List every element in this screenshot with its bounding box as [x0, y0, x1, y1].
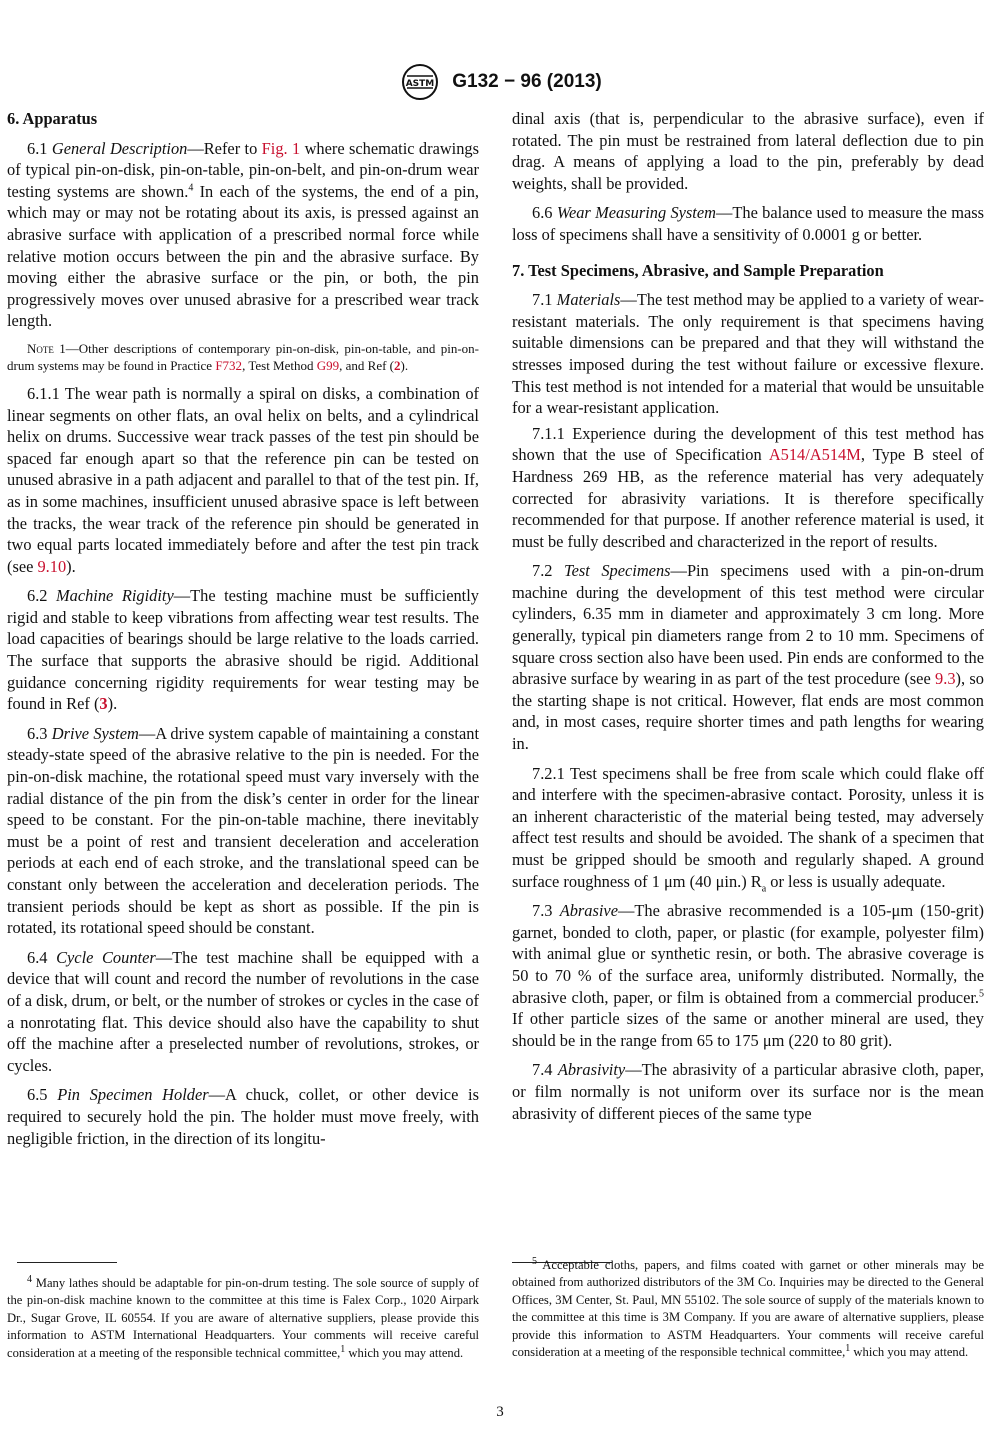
section-9-10-link[interactable]: 9.10: [37, 556, 67, 576]
note-1: Note 1—Other descriptions of contemporary pin-on-disk, pin-on-table, and pin-on-drum systems may be found in Practice F732, Test Method G99, and Ref (2).: [7, 340, 479, 374]
paragraph-7-4: 7.4 Abrasivity—The abrasivity of a particular abrasive cloth, paper, or film normally is not uniform over its surface nor is the mean abrasivity of different pieces of the same type: [512, 1060, 984, 1123]
footnote-4: $^4$ Many lathes should be adaptable for pin-on-drum testing. The sole source of supply of the pin-on-disk machine known to the committee at this time is Falex Corp., 1020 Airpark Dr., Sugar Grove, IL 60554. If you are aware of alternative suppliers, please provide this information to ASTM International Headquarters. Your comments will receive careful consideration at a meeting of the responsible technical committee,$^1$ which you may attend.: [7, 1273, 479, 1360]
paragraph-6-3: 6.3 Drive System—A drive system capable of maintaining a constant steady-state speed of the abrasive relative to the pin is needed. For the pin-on-disk machine, the rotational speed must vary inversely with the radial distance of the pin from the disk’s center in order for the linear speed to be constant. For the pin-on-table machine, there inevitably must be a point of rest and transient deceleration and acceleration periods at each end of each stroke, and the translational speed can be constant only between the acceleration and deceleration periods. The transient periods should be kept as short as possible. If the pin is rotated, its rotational speed should be constant.: [7, 723, 480, 938]
section-9-3-link[interactable]: 9.3: [935, 669, 956, 689]
section-7-heading: 7. Test Specimens, Abrasive, and Sample Preparation: [512, 260, 884, 280]
a514-link[interactable]: A514/A514M: [768, 445, 861, 465]
paragraph-6-2: 6.2 Machine Rigidity—The testing machine must be sufficiently rigid and stable to keep vibrations from affecting wear test results. The load capacities of bearings should be large relative to the loads carried. The surface that supports the abrasive should be rigid. Additional guidance concerning rigidity requirements for wear testing may be found in Ref (3).: [7, 586, 479, 714]
document-designation: G132 − 96 (2013): [452, 71, 602, 92]
paragraph-6-1: 6.1 General Description—Refer to Fig. 1 where schematic drawings of typical pin-on-disk, pin-on-table, pin-on-belt, and pin-on-drum wear testing systems are shown.$^4$ In each of the systems, the end of a pin, which may or may not be rotating about its axis, is pressed against an abrasive surface with application of a prescribed normal force while relative motion occurs between the pin and the abrasive surface. By moving either the abrasive surface or the pin, or both, the pin progressively moves over unused abrasive for a prescribed wear track length.: [7, 138, 479, 331]
page-number: 3: [496, 1404, 504, 1420]
paragraph-7-1-1: 7.1.1 Experience during the development of this test method has shown that the use of Specification A514/A514M, Type B steel of Hardness 269 HB, as the reference material has very adequately corrected for abrasivity variations. It is therefore specifically recommended for that purpose. If another reference material is used, it must be fully described and characterized in the report of results.: [512, 423, 984, 551]
g99-link[interactable]: G99: [316, 358, 340, 374]
footnote-5: $^5$ Acceptable cloths, papers, and films coated with garnet or other minerals may be obtained from authorized distributors of the 3M Co. Inquiries may be directed to the General Offices, 3M Center, St. Paul, MN 55102. The sole source of supply of the materials known to the committee at this time is 3M Company. If you are aware of alternative suppliers, please provide this information to ASTM Headquarters. Your comments will receive careful consideration at a meeting of the responsible technical committee,$^1$ which you may attend.: [512, 1255, 984, 1360]
f732-link[interactable]: F732: [215, 358, 243, 374]
section-6-heading: 6. Apparatus: [7, 109, 98, 128]
fig-1-link[interactable]: Fig. 1: [261, 138, 301, 158]
footnote-divider-left: [17, 1262, 117, 1263]
ref-3-link[interactable]: 3: [99, 694, 108, 714]
paragraph-6-1-1: 6.1.1 The wear path is normally a spiral on disks, a combination of linear segments on other flats, an oval helix on belts, and a cylindrical helix on drums. Successive wear track passes of the test pin should be spaced far enough apart so that the reference pin can be tested on unused abrasive in a path adjacent and parallel to that of the test pin. If, as in some machines, insufficient unused abrasive space is left between the tracks, the wear track of the reference pin should be generated in two equal parts located immediately before and after the test pin track (see 9.10).: [7, 383, 479, 576]
paragraph-7-3: 7.3 Abrasive—The abrasive recommended is a 105-μm (150-grit) garnet, bonded to cloth, paper, or plastic (for example, polyester film) with animal glue or synthetic resin, or both. The abrasive coverage is 50 to 70 % of the surface area, uniformly distributed. Normally, the abrasive cloth, paper, or film is obtained from a commercial producer.$^5$ If other particle sizes of the same or another mineral are used, they should be in the range from 65 to 175 μm (220 to 80 grit).: [512, 901, 984, 1050]
paragraph-6-6: 6.6 Wear Measuring System—The balance used to measure the mass loss of specimens shall have a sensitivity of 0.0001 g or better.: [512, 203, 984, 244]
page-header: [0, 62, 1000, 102]
astm-logo-icon: [398, 62, 442, 102]
paragraph-7-1: 7.1 Materials—The test method may be applied to a variety of wear-resistant materials. The only requirement is that specimens having suitable dimensions can be prepared and that they will withstand the stresses imposed during the test without failure or excessive flexure. This test method is not intended for a material that would be unsuitable for a wear-resistant application.: [512, 290, 984, 418]
paragraph-6-5: 6.5 Pin Specimen Holder—A chuck, collet, or other device is required to securely hold the pin. The holder must move freely, with negligible friction, in the direction of its longitu-: [7, 1085, 479, 1148]
ref-2-link[interactable]: 2: [394, 358, 401, 374]
left-column: [7, 108, 479, 1157]
paragraph-7-2-1: 7.2.1 Test specimens shall be free from scale which could flake off and interfere with the specimen-abrasive contact. Porosity, unless it is an inherent characteristic of the material being tested, may adversely affect test results and should be avoided. The shank of a specimen that must be gripped should be smooth and regularly shaped. A ground surface roughness of 1 μm (40 μin.) $R_a$ or less is usually adequate.: [512, 763, 984, 894]
svg-text:ASTM: ASTM: [405, 79, 435, 89]
right-column: [512, 108, 984, 1132]
paragraph-6-5-continued: dinal axis (that is, perpendicular to the abrasive surface), even if rotated. The pin must be restrained from lateral deflection due to pin drag. A means of applying a load to the pin, preferably by dead weights, shall be provided.: [512, 109, 984, 193]
paragraph-7-2: 7.2 Test Specimens—Pin specimens used with a pin-on-drum machine during the development of this test method were circular cylinders, 6.35 mm in diameter and approximately 3 cm long. More generally, typical pin diameters range from 2 to 10 mm. Specimens of square cross section also have been used. Pin ends are conformed to the abrasive surface by wearing in as part of the test procedure (see 9.3), so the starting shape is not critical. However, flat ends are most common and, in most cases, require shorter times and path lengths for wearing in.: [512, 561, 984, 754]
paragraph-6-4: 6.4 Cycle Counter—The test machine shall be equipped with a device that will count and record the number of revolutions in the case of a disk, drum, or belt, or the number of strokes or cycles in the case of a nonrotating flat. This device should also have the capability to shut off the machine after a preselected number of revolutions, strokes, or cycles.: [7, 947, 480, 1075]
